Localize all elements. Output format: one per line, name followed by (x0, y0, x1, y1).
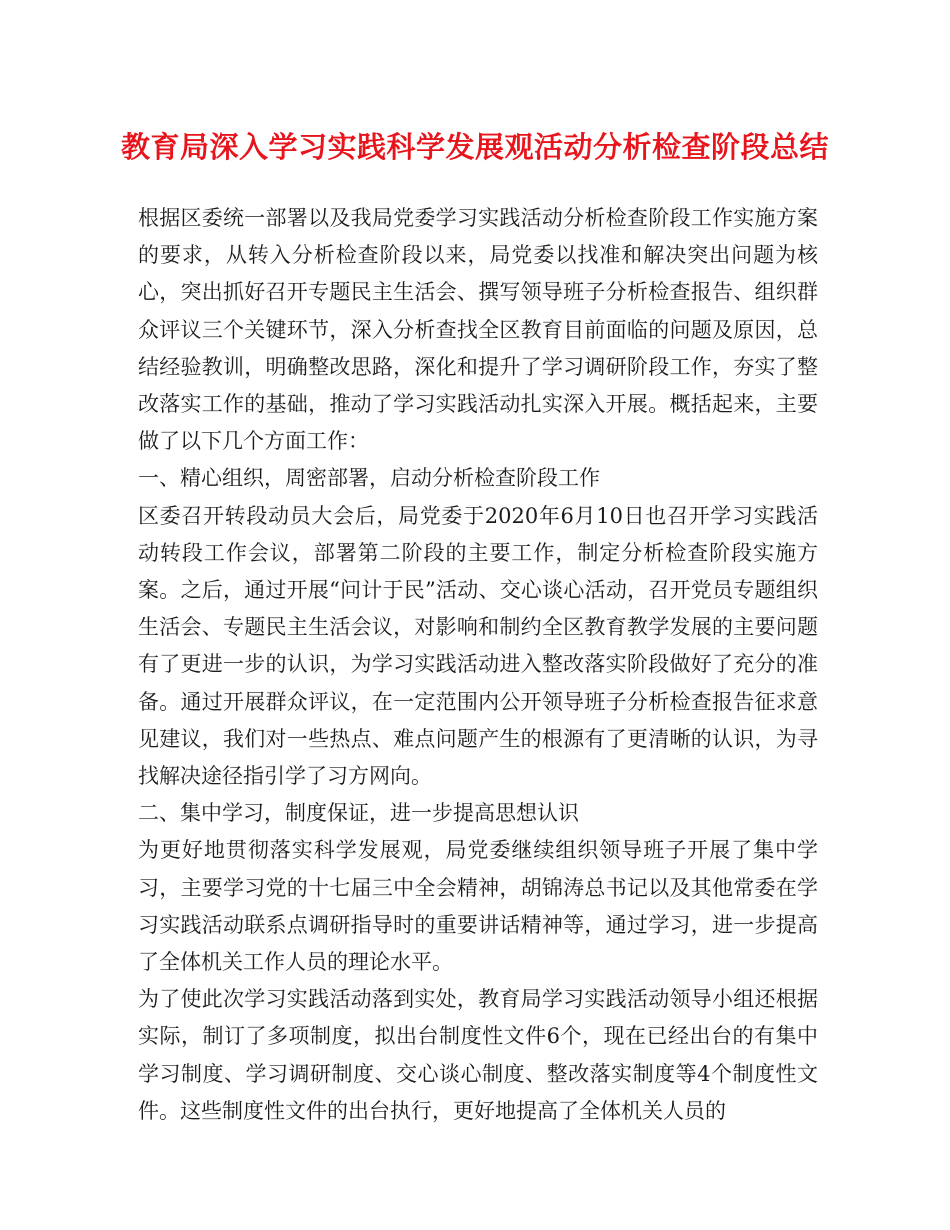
section-2-paragraph-2: 为了使此次学习实践活动落到实处，教育局学习实践活动领导小组还根据实际，制订了多项制度，拟出台制度性文件6个，现在已经出台的有集中学习制度、学习调研制度、交心谈心制度、整改落实制度等4个制度性文件。这些制度性文件的出台执行，更好地提高了全体机关人员的 (138, 987, 818, 1123)
intro-paragraph: 根据区委统一部署以及我局党委学习实践活动分析检查阶段工作实施方案的要求，从转入分析检查阶段以来，局党委以找准和解决突出问题为核心，突出抓好召开专题民主生活会、撰写领导班子分析检查报告、组织群众评议三个关键环节，深入分析查找全区教育目前面临的问题及原因，总结经验教训，明确整改思路，深化和提升了学习调研阶段工作，夯实了整改落实工作的基础，推动了学习实践活动扎实深入开展。概括起来，主要做了以下几个方面工作： (138, 206, 818, 454)
section-heading-2: 二、集中学习，制度保证，进一步提高思想认识 (138, 801, 579, 826)
section-heading-1: 一、精心组织，周密部署，启动分析检查阶段工作 (138, 466, 600, 491)
section-1-paragraph: 区委召开转段动员大会后，局党委于2020年6月10日也召开学习实践活动转段工作会议，部署第二阶段的主要工作，制定分析检查阶段实施方案。之后，通过开展“问计于民”活动、交心谈心活动，召开党员专题组织生活会、专题民主生活会议，对影响和制约全区教育教学发展的主要问题有了更进一步的认识，为学习实践活动进入整改落实阶段做好了充分的准备。通过开展群众评议，在一定范围内公开领导班子分析检查报告征求意见建议，我们对一些热点、难点问题产生的根源有了更清晰的认识，为寻找解决途径指引学了习方网向。 (138, 503, 818, 789)
document-title: 教育局深入学习实践科学发展观活动分析检查阶段总结 (120, 130, 829, 164)
section-2-paragraph-1: 为更好地贯彻落实科学发展观，局党委继续组织领导班子开展了集中学习，主要学习党的十七届三中全会精神，胡锦涛总书记以及其他常委在学习实践活动联系点调研指导时的重要讲话精神等，通过学习，进一步提高了全体机关工作人员的理论水平。 (138, 838, 818, 975)
document-body (138, 200, 818, 1130)
